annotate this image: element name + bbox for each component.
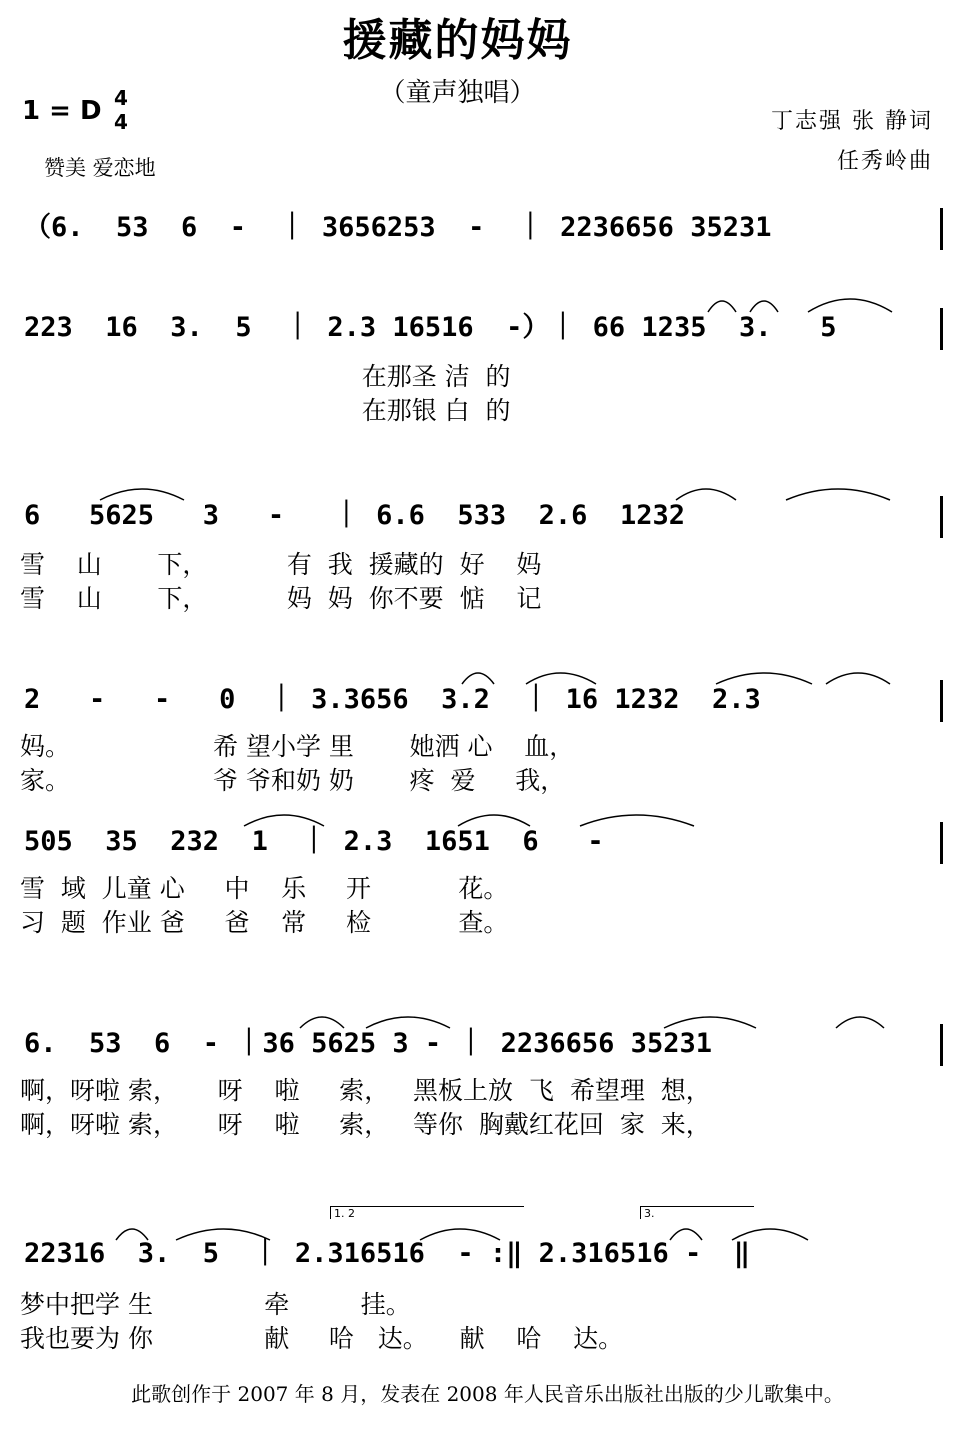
- footer-note: 此歌创作于 2007 年 8 月，发表在 2008 年人民音乐出版社出版的少儿歌集中。: [131, 1382, 844, 1406]
- lyrics-verse-2: 家。 爷 爷和奶 奶 疼 爱 我，: [20, 766, 566, 795]
- notes-line: 6. 53 6 - ｜36 5625 3 - ｜ 2236656 35231: [24, 1028, 712, 1059]
- song-subtitle: （童声独唱）: [379, 78, 536, 108]
- time-signature-top: 4: [114, 86, 128, 110]
- time-signature-bottom: 4: [114, 110, 128, 134]
- lyricist-credit: 丁志强 张 静词: [771, 109, 933, 134]
- lyrics-verse-2: 在那银 白 的: [20, 396, 511, 425]
- notes-line: 223 16 3. 5 ｜ 2.3 16516 -）｜ 66 1235 3. 5: [24, 312, 837, 343]
- notes-line: 2 - - 0 ｜ 3.3656 3.2 ｜ 16 1232 2.3: [24, 684, 761, 715]
- volta-first-ending: 1. 2: [330, 1206, 524, 1219]
- lyrics-verse-1: 在那圣 洁 的: [20, 362, 511, 391]
- lyrics-verse-1: 妈。 希 望小学 里 她洒 心 血，: [20, 732, 575, 761]
- lyrics-verse-2: 雪 山 下， 妈 妈 你不要 惦 记: [20, 584, 542, 613]
- key-signature: 1 = D: [22, 96, 102, 126]
- tempo-marking: 赞美 爱恋地: [44, 156, 156, 180]
- lyrics-verse-2: 习 题 作业 爸 爸 常 检 查。: [20, 908, 509, 937]
- lyrics-verse-2: 我也要为 你 献 哈 达。 献 哈 达。: [20, 1324, 624, 1353]
- lyrics-verse-1: 啊，呀啦 索， 呀 啦 索， 黑板上放 飞 希望理 想，: [20, 1076, 711, 1105]
- volta-second-ending: 3.: [640, 1206, 754, 1219]
- notes-line: （6. 53 6 - ｜ 3656253 - ｜ 2236656 35231: [24, 212, 788, 243]
- lyrics-verse-1: 雪 山 下， 有 我 援藏的 好 妈: [20, 550, 542, 579]
- lyrics-verse-2: 啊，呀啦 索， 呀 啦 索， 等你 胸戴红花回 家 来，: [20, 1110, 711, 1139]
- notes-line: 6 5625 3 - ｜ 6.6 533 2.6 1232: [24, 500, 685, 531]
- lyrics-verse-1: 雪 域 儿童 心 中 乐 开 花。: [20, 874, 509, 903]
- notes-line: 505 35 232 1 ｜ 2.3 1651 6 -: [24, 826, 604, 857]
- notes-line: 22316 3. 5 ｜ 2.316516 - :‖ 2.316516 - ‖: [24, 1238, 750, 1269]
- song-title: 援藏的妈妈: [342, 15, 573, 66]
- lyrics-verse-1: 梦中把学 生 牵 挂。: [20, 1290, 411, 1319]
- composer-credit: 任秀岭曲: [836, 149, 933, 174]
